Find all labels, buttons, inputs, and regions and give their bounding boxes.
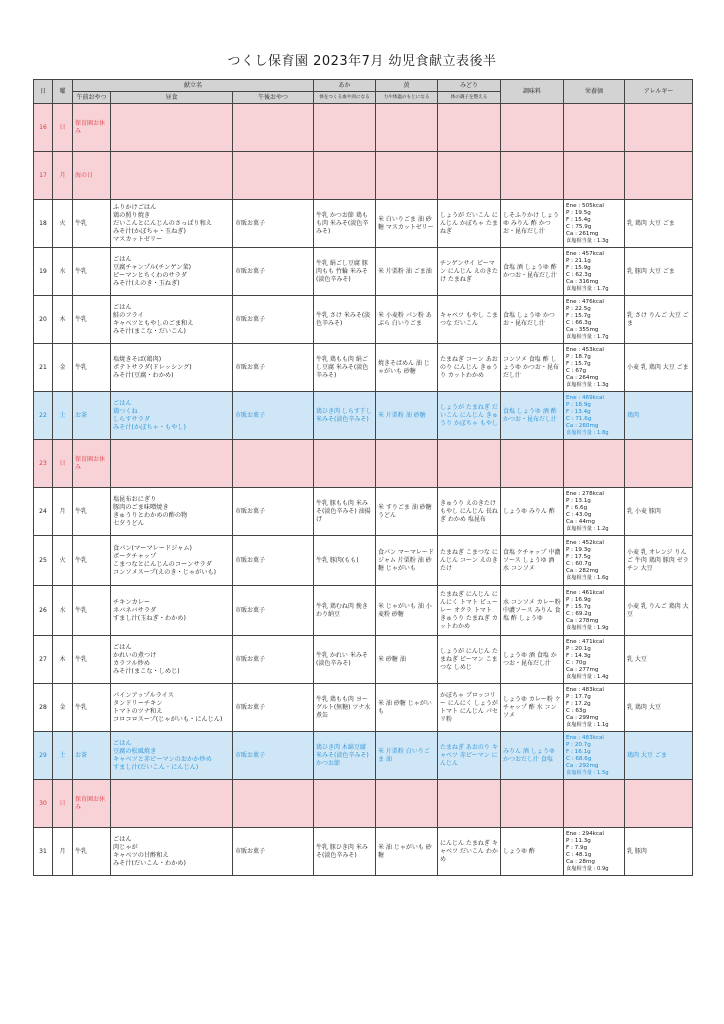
pm-snack-cell: 市販お菓子 (233, 200, 314, 248)
protein-value: P : 21.1g (566, 257, 591, 264)
protein-value: P : 19.5g (566, 209, 591, 216)
red-group-cell (314, 780, 376, 828)
red-group-cell: 牛乳 豚もも肉 米みそ(淡色辛みそ) 油揚げ (314, 488, 376, 536)
red-group-cell: 牛乳 絹ごし豆腐 豚肉もも 竹輪 米みそ(淡色辛みそ) (314, 248, 376, 296)
allergy-cell: 乳 小麦 豚肉 (625, 488, 693, 536)
energy-value: Ene : 453kcal (566, 346, 604, 353)
nutrition-cell (564, 732, 625, 780)
pm-snack-cell (233, 780, 314, 828)
nutrition-cell (564, 104, 625, 152)
am-snack-cell: 保育園お休み (73, 440, 111, 488)
table-row (34, 248, 693, 296)
am-snack-cell: 保育園お休み (73, 104, 111, 152)
table-row (34, 828, 693, 876)
carb-value: C : 48.1g (566, 851, 592, 858)
lunch-cell: ごはん 豆腐の松風焼き キャベツと赤ピーマンのおかか炒め すまし汁(だいこん・にんじん) (111, 732, 233, 780)
day-cell: 30 (34, 780, 53, 828)
seasoning-cell: しょうゆ カレー粉 ケチャップ 酢 水 コンソメ (501, 684, 564, 732)
salt-value: 食塩相当量 : 1.8g (566, 429, 609, 436)
header-allergy: アレルギー (625, 80, 693, 104)
lunch-cell: ふりかけごはん 鶏の照り焼き だいこんとにんじんのさっぱり和え みそ汁(かぼちゃ・玉ねぎ) マスカットゼリー (111, 200, 233, 248)
red-group-cell: 牛乳 豚肉(もも) (314, 536, 376, 586)
lunch-cell: パインアップルライス タンドリーチキン トマトのツナ和え コロコロスープ(じゃがいも・にんじん) (111, 684, 233, 732)
am-snack-cell: 牛乳 (73, 488, 111, 536)
calcium-value: Ca : 278mg (566, 617, 599, 624)
allergy-cell: 乳 さけ りんご 大豆 ごま (625, 296, 693, 344)
red-group-cell: 牛乳 鶏むね肉 挽きわり納豆 (314, 586, 376, 636)
green-group-cell (438, 152, 501, 200)
table-row (34, 104, 693, 152)
dow-cell: 日 (53, 440, 73, 488)
calcium-value: Ca : 260mg (566, 422, 599, 429)
day-cell: 29 (34, 732, 53, 780)
day-cell: 27 (34, 636, 53, 684)
am-snack-cell: 保育園お休み (73, 780, 111, 828)
carb-value: C : 66.3g (566, 319, 592, 326)
pm-snack-cell: 市販お菓子 (233, 536, 314, 586)
allergy-cell: 鶏肉 大豆 ごま (625, 732, 693, 780)
am-snack-cell: お茶 (73, 392, 111, 440)
carb-value: C : 69.2g (566, 610, 592, 617)
day-cell: 17 (34, 152, 53, 200)
carb-value: C : 71.6g (566, 415, 592, 422)
salt-value: 食塩相当量 : 1.3g (566, 237, 609, 244)
red-group-cell: 鶏ひき肉 しらす干し 米みそ(淡色辛みそ) (314, 392, 376, 440)
yellow-group-cell: 米 油 砂糖 じゃがいも (376, 684, 438, 732)
table-row (34, 586, 693, 636)
pm-snack-cell: 市販お菓子 (233, 828, 314, 876)
table-row (34, 732, 693, 780)
calcium-value: Ca : 282mg (566, 567, 599, 574)
fat-value: F : 15.7g (566, 360, 591, 367)
fat-value: F : 15.7g (566, 312, 591, 319)
carb-value: C : 63g (566, 707, 587, 714)
calcium-value: Ca : 44mg (566, 518, 595, 525)
yellow-group-cell: 米 白いりごま 油 砂糖 マスカットゼリー (376, 200, 438, 248)
calcium-value: Ca : 264mg (566, 374, 599, 381)
lunch-cell: 塩昆布おにぎり 豚肉のごま味噌焼き きゅうりとわかめの酢の物 七夕うどん (111, 488, 233, 536)
green-group-cell: きゅうり えのきたけ もやし にんじん 長ねぎ わかめ 塩昆布 (438, 488, 501, 536)
nutrition-cell (564, 344, 625, 392)
protein-value: P : 18.7g (566, 353, 591, 360)
header-nutrition: 栄養価 (564, 80, 625, 104)
day-cell: 28 (34, 684, 53, 732)
carb-value: C : 62.3g (566, 271, 592, 278)
energy-value: Ene : 469kcal (566, 394, 604, 401)
yellow-group-cell: 米 油 じゃがいも 砂糖 (376, 828, 438, 876)
yellow-group-cell: 米 砂糖 油 (376, 636, 438, 684)
fat-value: F : 16.1g (566, 748, 591, 755)
dow-cell: 火 (53, 200, 73, 248)
day-cell: 19 (34, 248, 53, 296)
menu-table (33, 79, 693, 876)
lunch-cell (111, 780, 233, 828)
lunch-cell (111, 104, 233, 152)
energy-value: Ene : 457kcal (566, 250, 604, 257)
header-pm-snack: 午後おやつ (233, 92, 314, 104)
protein-value: P : 20.7g (566, 741, 591, 748)
green-group-cell: たまねぎ あおのり キャベツ 赤ピーマン にんじん (438, 732, 501, 780)
fat-value: F : 17.5g (566, 553, 591, 560)
green-group-cell: しょうが だいこん にんじん かぼちゃ たまねぎ (438, 200, 501, 248)
allergy-cell: 乳 鶏肉 大豆 (625, 684, 693, 732)
green-group-cell: たまねぎ こまつな にんじん コーン えのきたけ (438, 536, 501, 586)
calcium-value: Ca : 261mg (566, 230, 599, 237)
salt-value: 食塩相当量 : 1.6g (566, 574, 609, 581)
fat-value: F : 7.9g (566, 844, 588, 851)
lunch-cell: ごはん 肉じゃが キャベツの甘酢和え みそ汁(だいこん・わかめ) (111, 828, 233, 876)
menu-rows (34, 104, 693, 876)
header-lunch: 昼食 (111, 92, 233, 104)
green-group-cell: チンゲンサイ ピーマン にんじん えのきたけ たまねぎ (438, 248, 501, 296)
seasoning-cell: しょうゆ みりん 酢 (501, 488, 564, 536)
protein-value: P : 16.9g (566, 596, 591, 603)
nutrition-cell (564, 684, 625, 732)
red-group-cell (314, 104, 376, 152)
pm-snack-cell: 市販お菓子 (233, 488, 314, 536)
red-group-cell: 牛乳 かれい 米みそ(淡色辛みそ) (314, 636, 376, 684)
header-kondate: 献立名 (73, 80, 314, 92)
seasoning-cell: みりん 酒 しょうゆ かつおだし汁 食塩 (501, 732, 564, 780)
fat-value: F : 15.9g (566, 264, 591, 271)
salt-value: 食塩相当量 : 1.9g (566, 624, 609, 631)
page-title: つくし保育園 2023年7月 幼児食献立表後半 (227, 54, 497, 69)
energy-value: Ene : 476kcal (566, 298, 604, 305)
seasoning-cell: しょうゆ 酢 (501, 828, 564, 876)
yellow-group-cell: 米 すりごま 油 砂糖 うどん (376, 488, 438, 536)
table-row (34, 780, 693, 828)
nutrition-cell (564, 536, 625, 586)
allergy-cell (625, 780, 693, 828)
dow-cell: 月 (53, 152, 73, 200)
fat-value: F : 17.2g (566, 700, 591, 707)
day-cell: 22 (34, 392, 53, 440)
table-row (34, 636, 693, 684)
am-snack-cell: 海の日 (73, 152, 111, 200)
carb-value: C : 67g (566, 367, 587, 374)
nutrition-cell (564, 488, 625, 536)
header-red: あか (314, 80, 376, 92)
seasoning-cell: 食塩 酒 しょうゆ 酢 かつお・昆布だし汁 (501, 248, 564, 296)
pm-snack-cell: 市販お菓子 (233, 586, 314, 636)
dow-cell: 水 (53, 586, 73, 636)
nutrition-cell (564, 780, 625, 828)
day-cell: 23 (34, 440, 53, 488)
nutrition-cell (564, 586, 625, 636)
pm-snack-cell: 市販お菓子 (233, 732, 314, 780)
nutrition-cell (564, 440, 625, 488)
green-group-cell: かぼちゃ ブロッコリー にんにく しょうが トマト にんじん パセリ粉 (438, 684, 501, 732)
allergy-cell: 小麦 乳 りんご 鶏肉 大豆 (625, 586, 693, 636)
protein-value: P : 22.5g (566, 305, 591, 312)
green-group-cell: キャベツ もやし こまつな だいこん (438, 296, 501, 344)
yellow-group-cell: 米 片栗粉 油 ごま油 (376, 248, 438, 296)
red-group-cell: 牛乳 鶏もも肉 絹ごし豆腐 米みそ(淡色辛みそ) (314, 344, 376, 392)
yellow-group-cell: 食パン マーマレードジャム 片栗粉 油 砂糖 じゃがいも (376, 536, 438, 586)
nutrition-cell (564, 248, 625, 296)
carb-value: C : 43.0g (566, 511, 592, 518)
nutrition-cell (564, 152, 625, 200)
yellow-group-cell (376, 440, 438, 488)
green-group-cell (438, 440, 501, 488)
dow-cell: 日 (53, 780, 73, 828)
energy-value: Ene : 483kcal (566, 686, 604, 693)
pm-snack-cell (233, 440, 314, 488)
day-cell: 25 (34, 536, 53, 586)
table-row (34, 536, 693, 586)
am-snack-cell: 牛乳 (73, 828, 111, 876)
pm-snack-cell: 市販お菓子 (233, 248, 314, 296)
seasoning-cell: しそふりかけ しょうゆ みりん 酢 かつお・昆布だし汁 (501, 200, 564, 248)
allergy-cell: 小麦 乳 鶏肉 大豆 ごま (625, 344, 693, 392)
seasoning-cell (501, 780, 564, 828)
yellow-group-cell: 米 小麦粉 パン粉 あぶら 白いりごま (376, 296, 438, 344)
table-row (34, 488, 693, 536)
red-group-cell (314, 440, 376, 488)
calcium-value: Ca : 277mg (566, 666, 599, 673)
seasoning-cell: 食塩 ケチャップ 中濃ソース しょうゆ 酒 水 コンソメ (501, 536, 564, 586)
lunch-cell: ごはん 鮭のフライ キャベツともやしのごま和え みそ汁(まこな・だいこん) (111, 296, 233, 344)
table-row (34, 440, 693, 488)
day-cell: 20 (34, 296, 53, 344)
header-dow: 曜 (53, 80, 73, 104)
dow-cell: 日 (53, 104, 73, 152)
salt-value: 食塩相当量 : 1.2g (566, 525, 609, 532)
allergy-cell: 乳 大豆 (625, 636, 693, 684)
lunch-cell: ごはん 豆腐チャンプル(チンゲン菜) ピーマンとちくわのサラダ みそ汁(えのき・玉ねぎ) (111, 248, 233, 296)
salt-value: 食塩相当量 : 1.4g (566, 673, 609, 680)
day-cell: 21 (34, 344, 53, 392)
fat-value: F : 14.3g (566, 652, 591, 659)
dow-cell: 木 (53, 296, 73, 344)
protein-value: P : 18.9g (566, 401, 591, 408)
fat-value: F : 13.4g (566, 408, 591, 415)
allergy-cell (625, 104, 693, 152)
allergy-cell: 鶏肉 (625, 392, 693, 440)
salt-value: 食塩相当量 : 1.7g (566, 333, 609, 340)
carb-value: C : 68.6g (566, 755, 592, 762)
allergy-cell: 小麦 乳 オレンジ りんご 牛肉 鶏肉 豚肉 ゼラチン 大豆 (625, 536, 693, 586)
lunch-cell: 塩焼きそば(鶏肉) ポテトサラダ(ドレッシング) みそ汁(豆腐・わかめ) (111, 344, 233, 392)
carb-value: C : 60.7g (566, 560, 592, 567)
am-snack-cell: 牛乳 (73, 684, 111, 732)
red-group-cell (314, 152, 376, 200)
dow-cell: 火 (53, 536, 73, 586)
allergy-cell (625, 440, 693, 488)
allergy-cell: 乳 豚肉 大豆 ごま (625, 248, 693, 296)
seasoning-cell: コンソメ 食塩 酢 しょうゆ かつお・昆布だし汁 (501, 344, 564, 392)
table-row (34, 392, 693, 440)
dow-cell: 金 (53, 344, 73, 392)
table-row (34, 152, 693, 200)
green-group-cell: にんじん たまねぎ キャベツ だいこん わかめ (438, 828, 501, 876)
header-yellow: 黄 (376, 80, 438, 92)
pm-snack-cell (233, 152, 314, 200)
energy-value: Ene : 505kcal (566, 202, 604, 209)
calcium-value: Ca : 299mg (566, 714, 599, 721)
pm-snack-cell: 市販お菓子 (233, 636, 314, 684)
seasoning-cell (501, 440, 564, 488)
yellow-group-cell: 米 片栗粉 油 砂糖 (376, 392, 438, 440)
header-yellow-sub: 力や体温のもとになる (376, 92, 438, 104)
dow-cell: 月 (53, 488, 73, 536)
nutrition-cell (564, 200, 625, 248)
dow-cell: 木 (53, 636, 73, 684)
green-group-cell: たまねぎ にんじん にんにく トマト ピューレー オクラ トマト きゅうり たまねぎ カットわかめ (438, 586, 501, 636)
header-am-snack: 午前おやつ (73, 92, 111, 104)
red-group-cell: 鶏ひき肉 木綿豆腐 米みそ(淡色辛みそ) かつお節 (314, 732, 376, 780)
fat-value: F : 6.6g (566, 504, 588, 511)
salt-value: 食塩相当量 : 1.5g (566, 769, 609, 776)
am-snack-cell: お茶 (73, 732, 111, 780)
lunch-cell (111, 152, 233, 200)
calcium-value: Ca : 316mg (566, 278, 599, 285)
green-group-cell: たまねぎ コーン あおのり にんじん きゅうり カットわかめ (438, 344, 501, 392)
table-row (34, 684, 693, 732)
pm-snack-cell: 市販お菓子 (233, 344, 314, 392)
green-group-cell (438, 780, 501, 828)
seasoning-cell (501, 152, 564, 200)
lunch-cell: ごはん かれいの煮つけ カラフル炒め みそ汁(まこな・しめじ) (111, 636, 233, 684)
dow-cell: 土 (53, 392, 73, 440)
calcium-value: Ca : 28mg (566, 858, 595, 865)
green-group-cell (438, 104, 501, 152)
fat-value: F : 15.7g (566, 603, 591, 610)
protein-value: P : 19.3g (566, 546, 591, 553)
green-group-cell: しょうが たまねぎ だいこん にんじん きゅうり かぼちゃ もやし (438, 392, 501, 440)
energy-value: Ene : 452kcal (566, 539, 604, 546)
energy-value: Ene : 294kcal (566, 830, 604, 837)
dow-cell: 水 (53, 248, 73, 296)
header-seasoning: 調味料 (501, 80, 564, 104)
yellow-group-cell: 米 じゃがいも 油 小麦粉 砂糖 (376, 586, 438, 636)
energy-value: Ene : 461kcal (566, 589, 604, 596)
protein-value: P : 11.3g (566, 837, 591, 844)
day-cell: 24 (34, 488, 53, 536)
header-red-sub: 体をつくる血や肉になる (314, 92, 376, 104)
salt-value: 食塩相当量 : 1.3g (566, 381, 609, 388)
energy-value: Ene : 483kcal (566, 734, 604, 741)
seasoning-cell: 食塩 しょうゆ 酒 酢 かつお・昆布だし汁 (501, 392, 564, 440)
red-group-cell: 牛乳 鶏もも肉 ヨーグルト(無糖) ツナ水煮缶 (314, 684, 376, 732)
red-group-cell: 牛乳 さけ 米みそ(淡色辛みそ) (314, 296, 376, 344)
carb-value: C : 70g (566, 659, 587, 666)
seasoning-cell: 食塩 しょうゆ かつお・昆布だし汁 (501, 296, 564, 344)
green-group-cell: しょうが にんじん たまねぎ ピーマン こまつな しめじ (438, 636, 501, 684)
am-snack-cell: 牛乳 (73, 636, 111, 684)
table-row (34, 296, 693, 344)
yellow-group-cell: 焼きそばめん 油 じゃがいも 砂糖 (376, 344, 438, 392)
am-snack-cell: 牛乳 (73, 248, 111, 296)
header-green-sub: 体の調子を整える (438, 92, 501, 104)
nutrition-cell (564, 392, 625, 440)
table-row (34, 344, 693, 392)
calcium-value: Ca : 292mg (566, 762, 599, 769)
am-snack-cell: 牛乳 (73, 296, 111, 344)
allergy-cell: 乳 豚肉 (625, 828, 693, 876)
carb-value: C : 75.9g (566, 223, 592, 230)
pm-snack-cell: 市販お菓子 (233, 684, 314, 732)
protein-value: P : 17.7g (566, 693, 591, 700)
am-snack-cell: 牛乳 (73, 344, 111, 392)
calcium-value: Ca : 355mg (566, 326, 599, 333)
nutrition-cell (564, 828, 625, 876)
nutrition-cell (564, 636, 625, 684)
day-cell: 31 (34, 828, 53, 876)
seasoning-cell: 水 コンソメ カレー粉 中濃ソース みりん 食塩 酢 しょうゆ (501, 586, 564, 636)
salt-value: 食塩相当量 : 0.9g (566, 865, 609, 872)
red-group-cell: 牛乳 豚ひき肉 米みそ(淡色辛みそ) (314, 828, 376, 876)
dow-cell: 月 (53, 828, 73, 876)
pm-snack-cell (233, 104, 314, 152)
pm-snack-cell: 市販お菓子 (233, 296, 314, 344)
allergy-cell (625, 152, 693, 200)
seasoning-cell (501, 104, 564, 152)
salt-value: 食塩相当量 : 1.1g (566, 721, 609, 728)
lunch-cell: 食パン(マーマレードジャム) ポークチャップ こまつなとにんじんのコーンサラダ コンソメスープ(えのき・じゃがいも) (111, 536, 233, 586)
lunch-cell: ごはん 鶏つくね しらすサラダ みそ汁(かぼちゃ・もやし) (111, 392, 233, 440)
salt-value: 食塩相当量 : 1.7g (566, 285, 609, 292)
pm-snack-cell: 市販お菓子 (233, 392, 314, 440)
lunch-cell (111, 440, 233, 488)
seasoning-cell: しょうゆ 酒 食塩 かつお・昆布だし汁 (501, 636, 564, 684)
lunch-cell: チキンカレー ネバネバサラダ すまし汁(玉ねぎ・わかめ) (111, 586, 233, 636)
am-snack-cell: 牛乳 (73, 586, 111, 636)
energy-value: Ene : 471kcal (566, 638, 604, 645)
energy-value: Ene : 278kcal (566, 490, 604, 497)
table-row (34, 200, 693, 248)
dow-cell: 金 (53, 684, 73, 732)
day-cell: 26 (34, 586, 53, 636)
day-cell: 18 (34, 200, 53, 248)
yellow-group-cell: 米 片栗粉 白いりごま 油 (376, 732, 438, 780)
nutrition-cell (564, 296, 625, 344)
allergy-cell: 乳 鶏肉 大豆 ごま (625, 200, 693, 248)
day-cell: 16 (34, 104, 53, 152)
yellow-group-cell (376, 152, 438, 200)
dow-cell: 土 (53, 732, 73, 780)
protein-value: P : 20.1g (566, 645, 591, 652)
yellow-group-cell (376, 104, 438, 152)
protein-value: P : 13.1g (566, 497, 591, 504)
am-snack-cell: 牛乳 (73, 536, 111, 586)
header-day: 日 (34, 80, 53, 104)
fat-value: F : 15.4g (566, 216, 591, 223)
yellow-group-cell (376, 780, 438, 828)
am-snack-cell: 牛乳 (73, 200, 111, 248)
header-green: みどり (438, 80, 501, 92)
red-group-cell: 牛乳 かつお節 鶏もも肉 米みそ(淡色辛みそ) (314, 200, 376, 248)
